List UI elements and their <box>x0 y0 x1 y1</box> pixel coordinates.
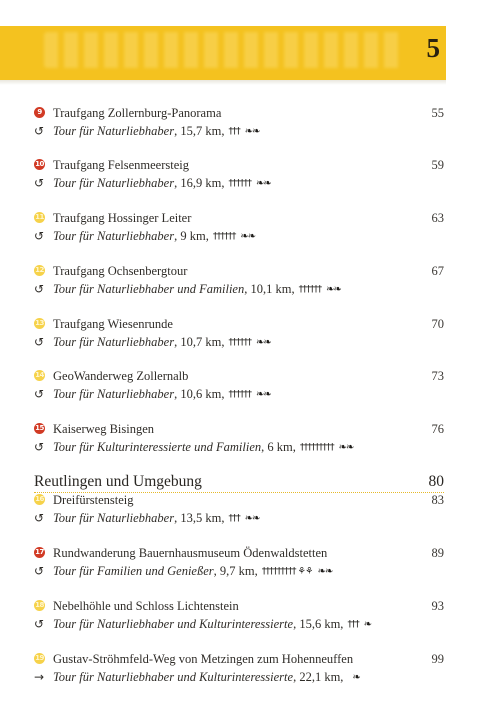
arrow-right-icon: → <box>34 670 45 684</box>
page-number: 67 <box>431 264 444 278</box>
route-length: , 6 km, <box>261 440 296 454</box>
difficulty-icons <box>300 439 354 456</box>
chapter-header-band <box>0 26 446 80</box>
section-heading[interactable] <box>34 472 444 493</box>
loop-arrow-icon: ↺ <box>34 617 45 631</box>
route-length: , 9,7 km, <box>213 564 258 578</box>
family-icons: †††††† <box>228 389 251 400</box>
difficulty-icons <box>347 616 371 633</box>
route-length: , 22,1 km, <box>293 670 344 684</box>
section-title: Reutlingen und Umgebung <box>34 473 202 490</box>
route-description <box>53 228 255 245</box>
route-number-badge: 10 <box>35 160 44 168</box>
route-length: , 10,6 km, <box>174 387 225 401</box>
loop-arrow-icon: ↺ <box>34 387 45 401</box>
page-number: 73 <box>431 369 444 383</box>
family-icons: †††††† <box>228 337 251 348</box>
dog-icons: ❧ <box>352 672 360 683</box>
route-audience: Tour für Familien und Genießer <box>53 564 214 578</box>
dog-icons: ❧❧ <box>255 178 271 189</box>
route-title: Kaiserweg Bisingen <box>53 422 155 436</box>
route-title: Nebelhöhle und Schloss Lichtenstein <box>53 599 239 613</box>
loop-arrow-icon: ↺ <box>34 564 45 578</box>
route-title: Traufgang Hossinger Leiter <box>53 211 192 225</box>
family-icons: ††† <box>228 126 240 137</box>
route-number-badge: 11 <box>35 213 44 221</box>
route-audience: Tour für Kulturinteressierte und Familien <box>53 440 262 454</box>
route-title: GeoWanderweg Zollernalb <box>53 369 189 383</box>
loop-arrow-icon: ↺ <box>34 229 45 243</box>
route-length: , 9 km, <box>174 229 209 243</box>
toc-entry[interactable] <box>34 651 444 686</box>
route-number-badge: 9 <box>34 107 45 118</box>
route-length: , 10,1 km, <box>244 282 295 296</box>
family-icons: ††† <box>228 513 240 524</box>
loop-arrow-icon: ↺ <box>34 282 45 296</box>
loop-arrow-icon: ↺ <box>34 124 45 138</box>
route-number-badge: 12 <box>35 266 44 274</box>
page-number: 89 <box>431 546 444 560</box>
dog-icons: ❧❧ <box>326 284 341 295</box>
route-number-badge: 18 <box>35 601 44 609</box>
page-number: 93 <box>431 599 444 613</box>
family-icons: ††† <box>347 619 359 630</box>
toc-entry[interactable] <box>34 263 444 298</box>
header-bleedthrough <box>44 32 404 68</box>
difficulty-icons <box>228 510 259 527</box>
dog-icons: ❧ <box>363 619 372 630</box>
route-audience: Tour für Naturliebhaber <box>53 124 175 138</box>
route-title: Rundwanderung Bauernhausmuseum Ödenwaldstetten <box>53 546 328 560</box>
route-audience: Tour für Naturliebhaber und Kulturinteressierte <box>53 670 294 684</box>
route-description <box>53 123 259 140</box>
route-audience: Tour für Naturliebhaber und Familien <box>53 282 245 296</box>
route-title: Gustav-Ströhmfeld-Weg von Metzingen zum Hohenneuffen <box>53 652 354 666</box>
route-title: Dreifürstensteig <box>53 493 134 507</box>
toc-entry[interactable] <box>34 545 444 580</box>
difficulty-icons <box>228 123 259 140</box>
difficulty-icons <box>228 334 270 351</box>
toc-entry[interactable] <box>34 316 444 351</box>
page-number: 59 <box>431 158 444 172</box>
family-icons: †††††† <box>228 178 251 189</box>
route-number-badge: 14 <box>35 371 44 379</box>
section-page-number: 80 <box>428 473 444 490</box>
page-number: 76 <box>431 422 444 436</box>
difficulty-icons <box>213 228 255 245</box>
page-number: 83 <box>431 493 444 507</box>
toc-entry[interactable] <box>34 105 444 140</box>
family-icons: †††††† <box>298 284 322 295</box>
difficulty-icons <box>262 563 333 580</box>
dog-icons: ❧❧ <box>255 337 271 348</box>
dog-icons: ❧❧ <box>244 126 260 137</box>
route-audience: Tour für Naturliebhaber <box>53 176 175 190</box>
difficulty-icons <box>347 669 359 686</box>
toc-entry[interactable] <box>34 421 444 456</box>
loop-arrow-icon: ↺ <box>34 176 45 190</box>
route-number-badge: 19 <box>35 654 44 662</box>
dog-icons: ❧❧ <box>338 442 354 453</box>
route-audience: Tour für Naturliebhaber <box>53 387 175 401</box>
route-description <box>53 175 271 192</box>
dog-icons: ❧❧ <box>240 231 256 242</box>
route-length: , 15,6 km, <box>293 617 344 631</box>
toc-entry[interactable] <box>34 157 444 192</box>
route-title: Traufgang Wiesenrunde <box>53 317 173 331</box>
chapter-number: 5 <box>426 33 440 63</box>
loop-arrow-icon: ↺ <box>34 440 45 454</box>
toc-entry[interactable] <box>34 368 444 403</box>
route-description <box>53 281 341 298</box>
page-number: 63 <box>431 211 444 225</box>
difficulty-icons <box>299 281 341 298</box>
dog-icons: ❧❧ <box>317 566 333 577</box>
loop-arrow-icon: ↺ <box>34 335 45 349</box>
toc-entry[interactable] <box>34 598 444 633</box>
family-icons: ††††††††† <box>299 442 334 453</box>
route-description <box>53 439 353 456</box>
route-title: Traufgang Zollernburg-Panorama <box>53 106 222 120</box>
dog-icons: ❧❧ <box>244 513 260 524</box>
route-length: , 15,7 km, <box>174 124 225 138</box>
route-audience: Tour für Naturliebhaber <box>53 229 175 243</box>
route-description <box>53 510 259 527</box>
toc-entry[interactable] <box>34 492 444 527</box>
route-length: , 16,9 km, <box>174 176 225 190</box>
toc-entry[interactable] <box>34 210 444 245</box>
difficulty-icons <box>228 386 270 403</box>
route-number-badge: 16 <box>35 495 44 503</box>
difficulty-icons <box>228 175 270 192</box>
route-number-badge: 13 <box>35 319 44 327</box>
route-audience: Tour für Naturliebhaber und Kulturinteressierte <box>53 617 294 631</box>
family-icons: †††††† <box>212 231 236 242</box>
route-number-badge: 15 <box>35 424 44 432</box>
page-number: 99 <box>431 652 444 666</box>
route-length: , 10,7 km, <box>174 335 225 349</box>
page-number: 70 <box>431 317 444 331</box>
route-description <box>53 669 360 686</box>
route-audience: Tour für Naturliebhaber <box>53 335 175 349</box>
route-title: Traufgang Ochsenbergtour <box>53 264 188 278</box>
route-number-badge: 17 <box>35 548 44 556</box>
dog-icons: ❧❧ <box>255 389 271 400</box>
route-description <box>53 616 371 633</box>
route-description <box>53 334 271 351</box>
route-description <box>53 386 271 403</box>
route-length: , 13,5 km, <box>174 511 225 525</box>
loop-arrow-icon: ↺ <box>34 511 45 525</box>
route-audience: Tour für Naturliebhaber <box>53 511 175 525</box>
route-description <box>53 563 332 580</box>
route-title: Traufgang Felsenmeersteig <box>53 158 189 172</box>
family-icons: ††††††††† ⚘⚘ <box>261 566 313 577</box>
page-number: 55 <box>431 106 444 120</box>
header-shadow <box>0 80 446 85</box>
